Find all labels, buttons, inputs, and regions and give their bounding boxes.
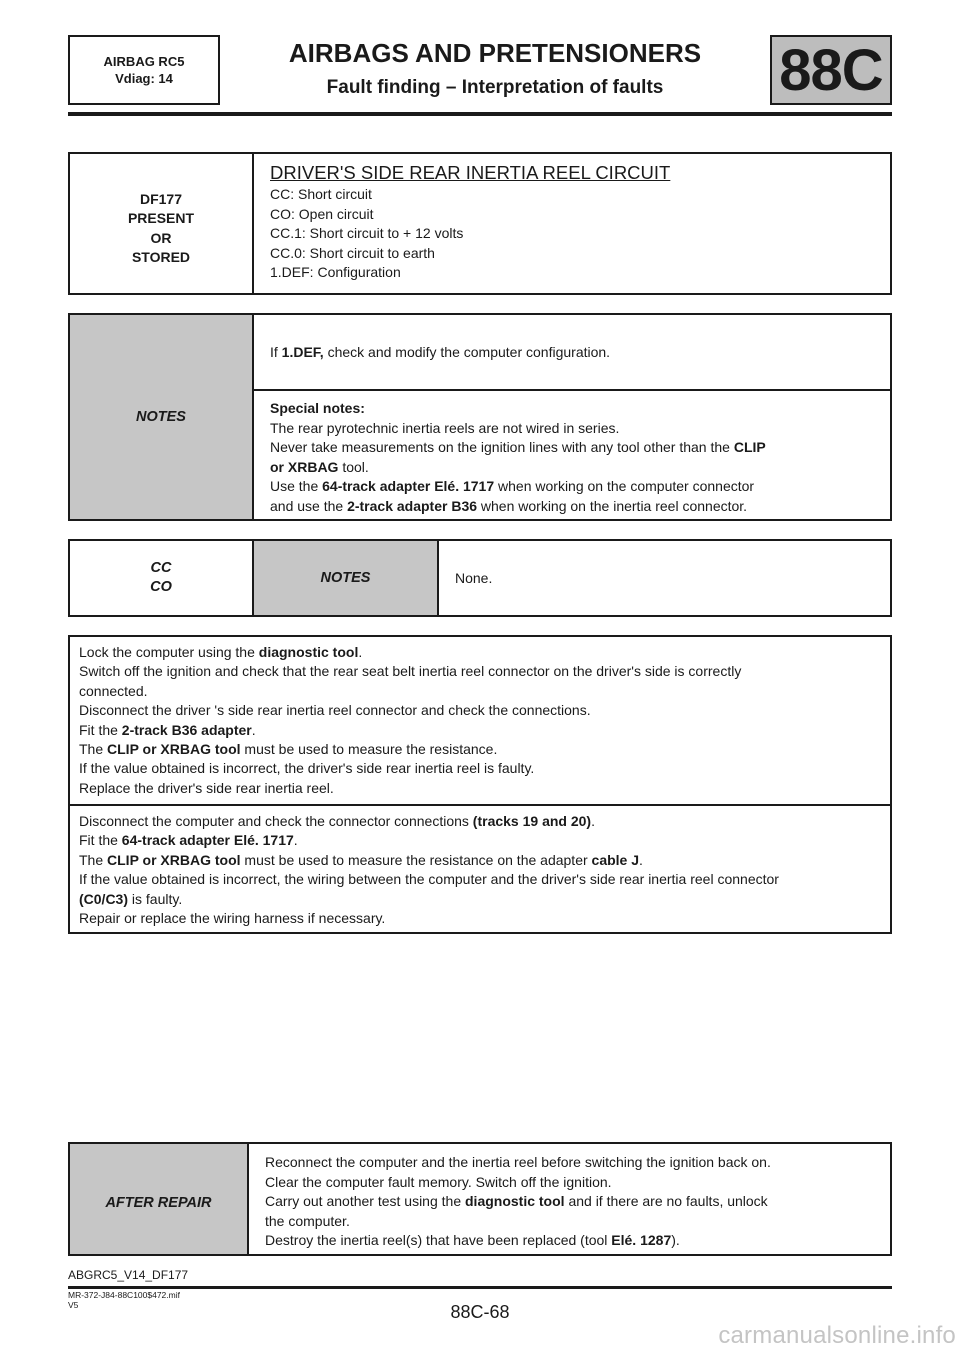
footer-divider: [68, 1286, 892, 1289]
document-reference: ABGRC5_V14_DF177: [68, 1268, 189, 1282]
procedure-box: [68, 635, 892, 934]
notes-box: [68, 313, 892, 521]
page-title: AIRBAGS AND PRETENSIONERS: [288, 38, 702, 68]
vdiag-label: Vdiag: 14: [115, 71, 173, 86]
fault-code-cell: [70, 154, 254, 293]
fault-definition: CC.1: Short circuit to + 12 volts: [270, 225, 464, 241]
cc-co-box: [68, 539, 892, 617]
vehicle-model-box: [68, 35, 220, 105]
config-note: If 1.DEF, check and modify the computer configuration.: [254, 315, 890, 391]
fault-status: STORED: [131, 249, 191, 265]
fault-definition: CC.0: Short circuit to earth: [270, 244, 435, 261]
source-file-info: MR-372-J84-88C100$472.mif V5: [68, 1290, 180, 1310]
special-notes-title: Special notes:: [270, 400, 365, 416]
after-repair-label: AFTER REPAIR: [70, 1144, 249, 1254]
header-divider: [68, 112, 892, 116]
special-notes: Special notes: The rear pyrotechnic inertia reels are not wired in series. Never take measurements on the ignition lines with any tool other than the CLIP or XRBAG tool. Use the 64-track adapter Elé. 1717 when working on the computer connector and use the 2-track adapter B36 when working on the inertia reel connector.: [270, 400, 766, 514]
model-label: AIRBAG RC5: [103, 54, 185, 69]
notes-content: [254, 315, 890, 519]
page-subtitle: Fault finding – Interpretation of faults: [326, 77, 664, 98]
page-number: 88C-68: [450, 1302, 510, 1322]
fault-definition: 1.DEF: Configuration: [270, 264, 401, 280]
procedure-step-reel: Lock the computer using the diagnostic tool. Switch off the ignition and check that the rear seat belt inertia reel connector on the driver's side is correctly connected. Disconnect the driver 's side rear inertia reel connector and check the connections. Fit the 2-track B36 adapter. The CLIP or XRBAG tool must be used to measure the resistance. If the value obtained is incorrect, the driver's side rear inertia reel is faulty. Replace the driver's side rear inertia reel.: [70, 637, 890, 806]
after-repair-content: Reconnect the computer and the inertia reel before switching the ignition back on. Clear the computer fault memory. Switch off the ignition. Carry out another test using the diagnostic tool and if there are no faults, unlock the computer. Destroy the inertia reel(s) that have been replaced (tool Elé. 1287).: [265, 1154, 771, 1249]
cc-co-notes-label: NOTES: [254, 541, 439, 615]
watermark: carmanualsonline.info: [718, 1322, 956, 1349]
fault-description-cell: [254, 154, 890, 293]
procedure-step-wiring: Disconnect the computer and check the connector connections (tracks 19 and 20). Fit the 64-track adapter Elé. 1717. The CLIP or XRBAG tool must be used to measure the resistance on the adapter cable J. If the value obtained is incorrect, the wiring between the computer and the driver's side rear inertia reel connector (C0/C3) is faulty. Repair or replace the wiring harness if necessary.: [79, 813, 779, 927]
fault-code: DF177: [139, 190, 183, 207]
fault-definition: CO: Open circuit: [270, 205, 374, 222]
fault-status: PRESENT: [127, 210, 195, 226]
fault-status: OR: [150, 229, 172, 246]
fault-title: DRIVER'S SIDE REAR INERTIA REEL CIRCUIT: [270, 162, 671, 183]
section-code-badge: 88C: [770, 35, 892, 105]
notes-label: NOTES: [70, 315, 254, 519]
cc-co-notes-value: None.: [455, 570, 493, 586]
fault-definition: CC: Short circuit: [270, 186, 372, 202]
fault-box: [68, 152, 892, 295]
after-repair-box: [68, 1142, 892, 1256]
cc-co-codes: CC CO: [70, 541, 254, 615]
